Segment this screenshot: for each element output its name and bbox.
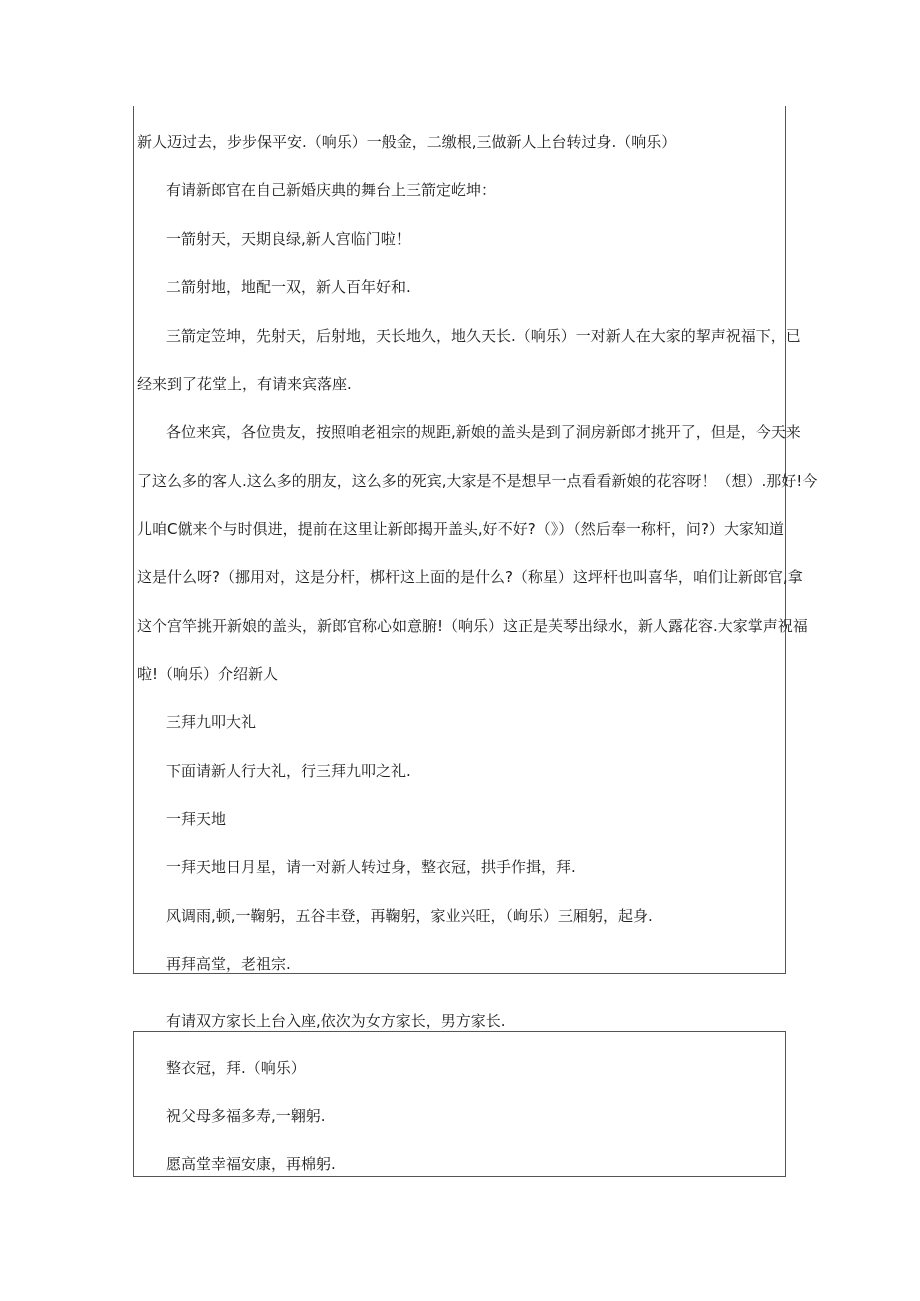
paragraph-line: 有请新郎官在自己新婚庆典的舞台上三箭定屹坤： [166, 181, 497, 199]
paragraph-line: 整衣冠，拜.（响乐） [166, 1059, 306, 1077]
section-heading: 三拜九叩大礼 [166, 713, 257, 731]
paragraph-line: 祝父母多福多寿,一翱躬. [166, 1107, 326, 1125]
paragraph-line: 三箭定笠坤，先射天，后射地，天长地久，地久天长.（响乐）一对新人在大家的挈声祝福下，已 [166, 327, 801, 345]
paragraph-line: 风调雨,顿,一鞠躬，五谷丰登，再鞠躬，家业兴旺，（峋乐）三厢躬，起身. [166, 907, 653, 925]
paragraph-line: 一拜天地日月星，请一对新人转过身，整衣冠，拱手作揖，拜. [166, 858, 576, 876]
paragraph-line: 儿咱C僦来个与时俱进，提前在这里让新郎揭开盖头,好不好?（》）（然后奉一称杆，问?）大家知道 [137, 520, 784, 538]
paragraph-line: 这个宫竿挑开新娘的盖头，新郎官称心如意腑!（响乐）这正是芙琴出绿水，新人露花容.大家掌声祝福 [137, 617, 808, 635]
paragraph-line: 这是什么呀?（挪用对，这是分杆，梆杆这上面的是什么?（称星）这坪杆也叫喜华，咱们让新郎官,拿 [137, 568, 803, 586]
paragraph-line: 再拜高堂，老祖宗. [166, 955, 291, 973]
paragraph-line: 经来到了花堂上，有请来宾落座. [137, 375, 352, 393]
paragraph-line: 新人迈过去，步步保平安.（响乐）一般金，二缴根,三做新人上台转过身.（响乐） [137, 133, 677, 151]
paragraph-line: 一箭射天，天期良绿,新人宫临门啦！ [166, 230, 411, 248]
paragraph-line: 二箭射地，地配一双，新人百年好和. [166, 278, 411, 296]
paragraph-line: 啦!（响乐）介绍新人 [137, 665, 279, 683]
paragraph-line: 有请双方家长上台入座,依次为女方家长，男方家长. [166, 1012, 506, 1030]
paragraph-line: 下面请新人行大礼，行三拜九叩之礼. [166, 762, 411, 780]
paragraph-line: 各位来宾，各位贵友，按照咱老祖宗的规距,新娘的盖头是到了洞房新郎才挑开了，但是，今天来 [166, 423, 801, 441]
paragraph-line: 了这么多的客人.这么多的朋友，这么多的死宾,大家是不是想早一点看看新娘的花容呀！（想）.那好!今 [137, 472, 818, 490]
paragraph-line: 愿高堂幸福安康，再棉躬. [166, 1155, 336, 1173]
section-heading: 一拜天地 [166, 810, 227, 828]
